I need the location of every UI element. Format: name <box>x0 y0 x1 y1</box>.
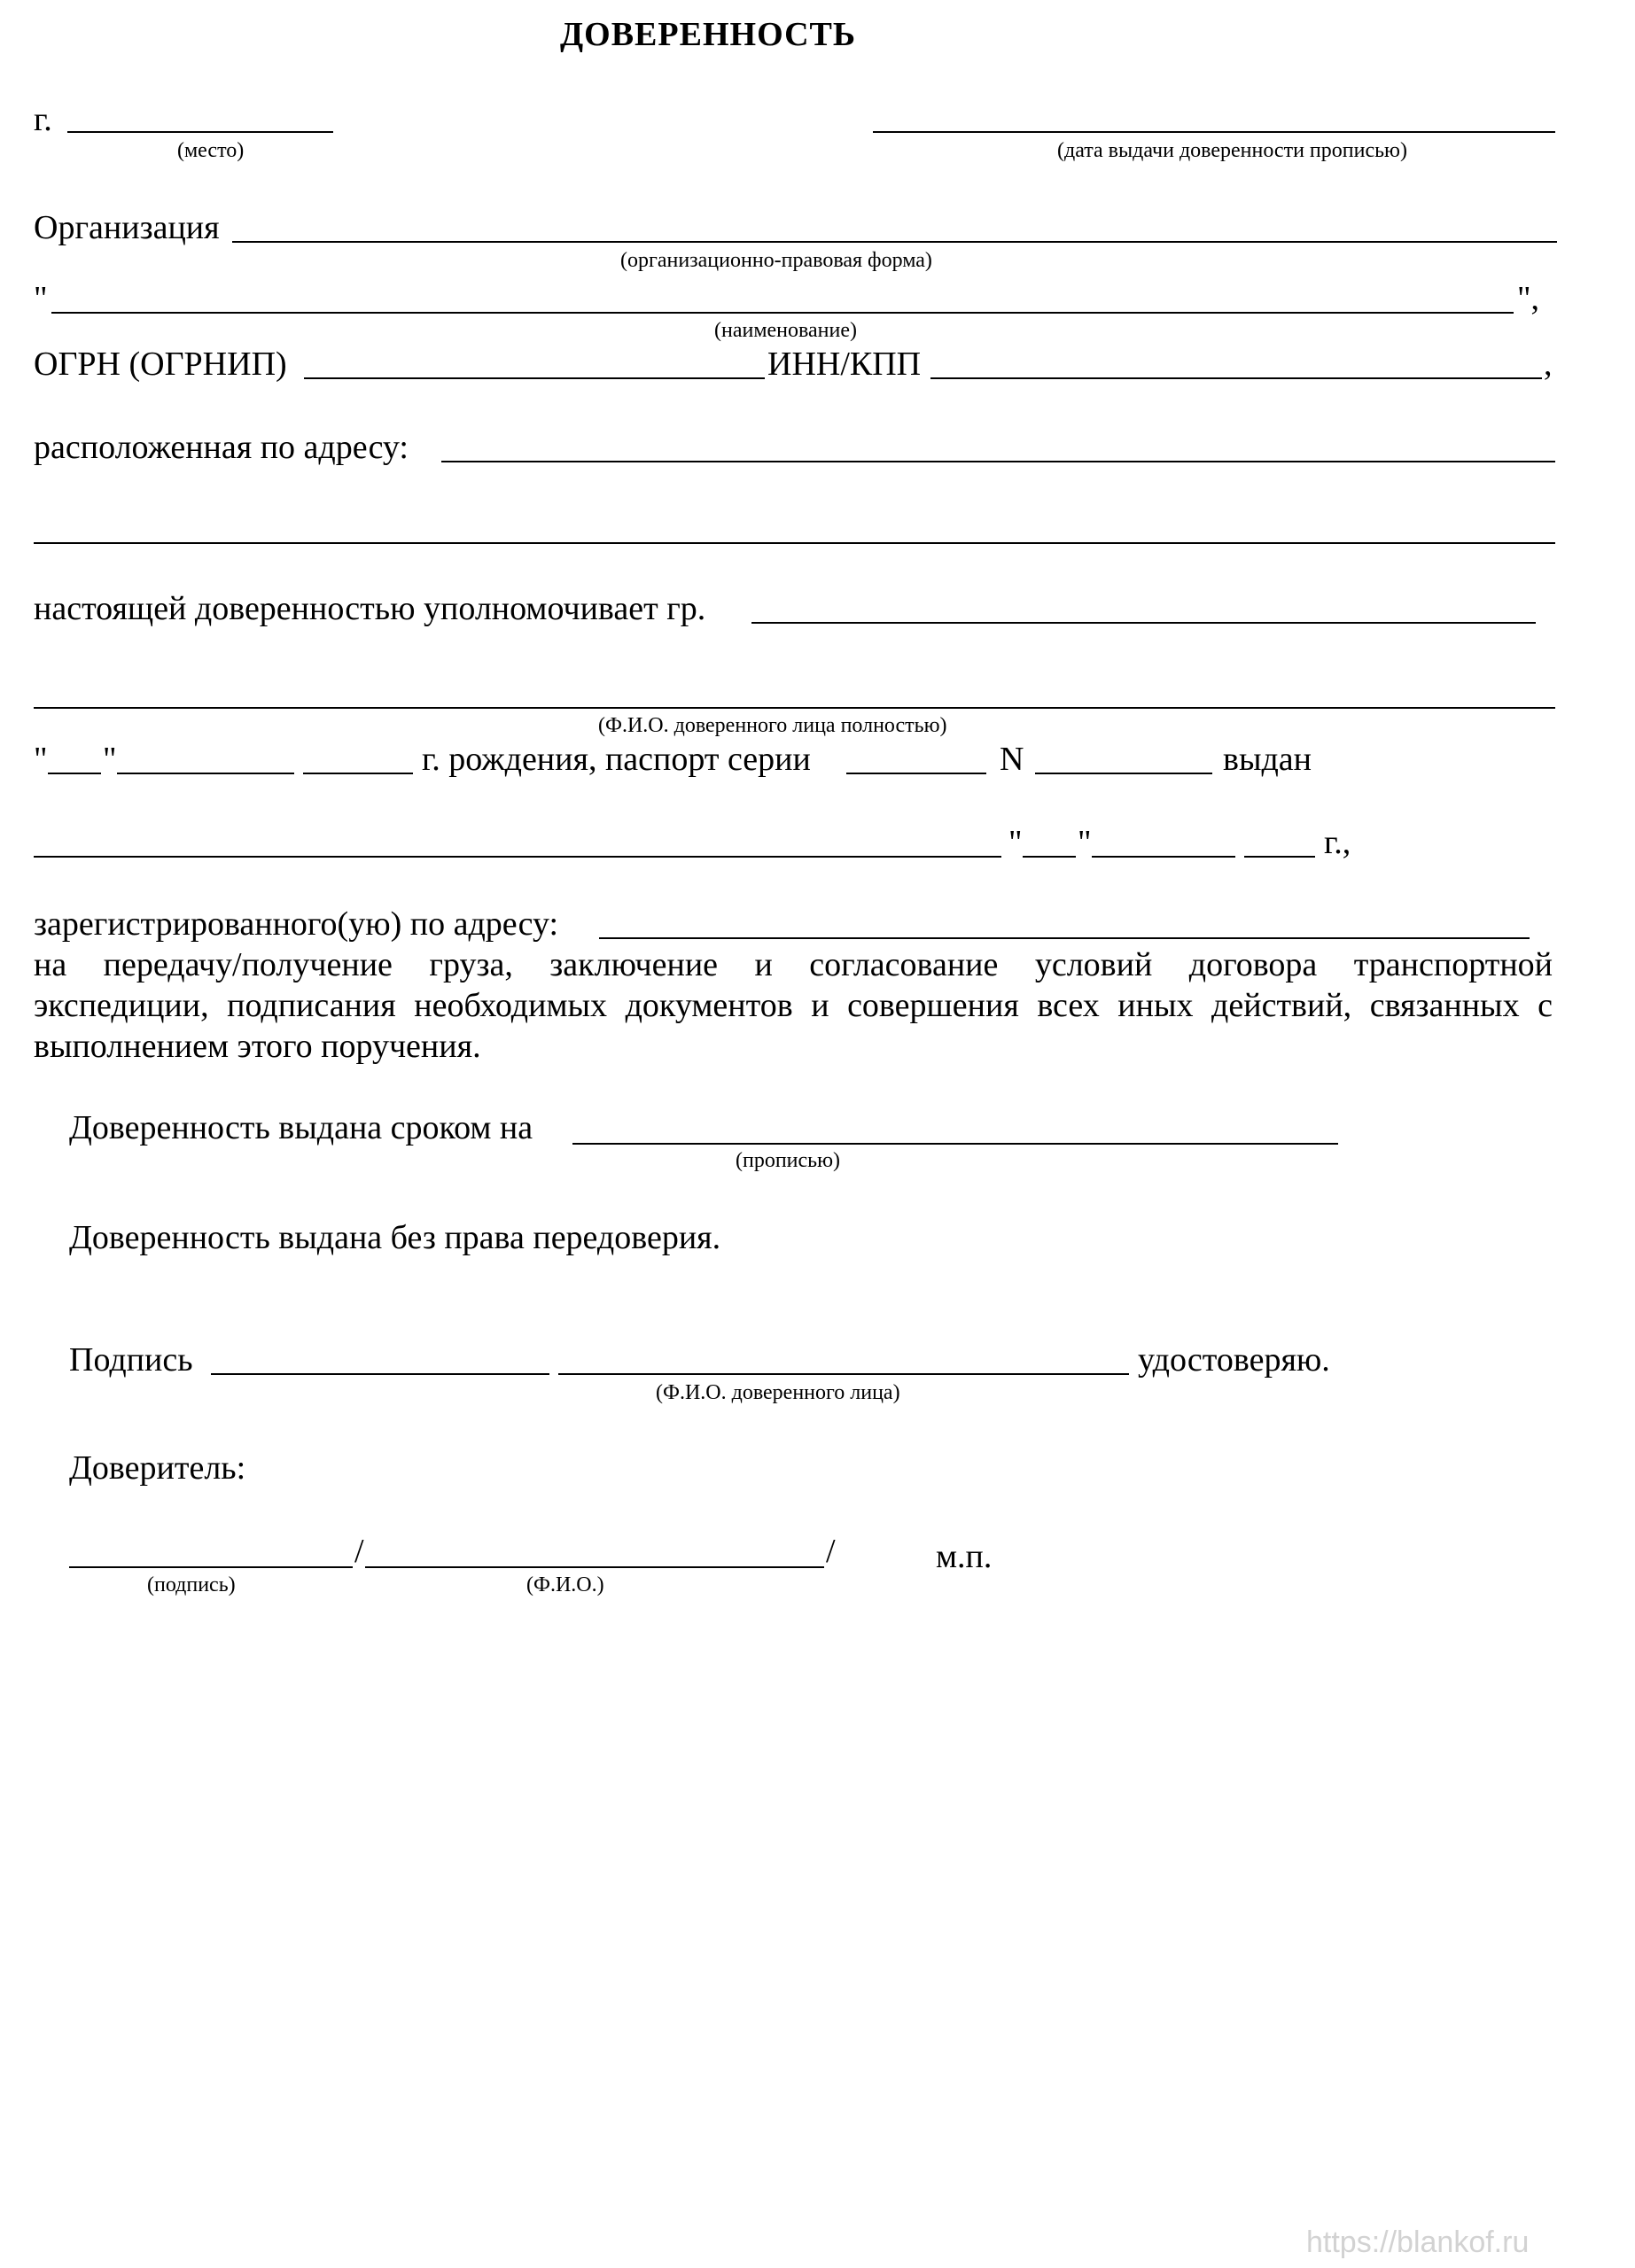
principal-slash-1: / <box>354 1533 364 1570</box>
powers-line-3: выполнением этого поручения. <box>34 1028 481 1065</box>
organization-label: Организация <box>34 209 220 246</box>
organization-address-field-2[interactable] <box>34 542 1555 544</box>
principal-slash-2: / <box>826 1533 836 1570</box>
issued-label: выдан <box>1223 741 1312 778</box>
certify-label: удостоверяю. <box>1138 1341 1330 1379</box>
document-title: ДОВЕРЕННОСТЬ <box>560 16 856 53</box>
issue-date-field[interactable] <box>873 131 1555 133</box>
principal-signature-caption: (подпись) <box>147 1573 236 1596</box>
ogrn-label: ОГРН (ОГРНИП) <box>34 346 287 383</box>
registered-label: зарегистрированного(ую) по адресу: <box>34 905 559 943</box>
watermark-url: https://blankof.ru <box>1306 2225 1530 2259</box>
term-caption: (прописью) <box>736 1149 841 1172</box>
attorney-fio-caption: (Ф.И.О. доверенного лица полностью) <box>598 714 947 737</box>
attorney-fullname-field[interactable] <box>34 707 1555 709</box>
term-field[interactable] <box>572 1143 1338 1145</box>
birth-day-field[interactable] <box>48 773 101 774</box>
passport-series-field[interactable] <box>846 773 986 774</box>
city-caption: (место) <box>177 139 245 162</box>
legal-form-field[interactable] <box>232 241 1557 243</box>
signature-label: Подпись <box>69 1341 193 1379</box>
no-redelegation-text: Доверенность выдана без права передоверия. <box>69 1219 721 1256</box>
registered-address-field[interactable] <box>599 937 1530 939</box>
powers-line-2: экспедиции, подписания необходимых документов и совершения всех иных действий, связанных с <box>34 987 1553 1024</box>
principal-label: Доверитель: <box>69 1449 246 1487</box>
birth-quote-close: " <box>103 741 117 778</box>
signature-fio-caption: (Ф.И.О. доверенного лица) <box>656 1381 900 1404</box>
issue-year-field[interactable] <box>1244 856 1315 858</box>
passport-number-label: N <box>1000 741 1024 778</box>
term-label: Доверенность выдана сроком на <box>69 1109 533 1146</box>
legal-form-caption: (организационно-правовая форма) <box>620 249 932 272</box>
quote-close: ", <box>1517 280 1540 317</box>
birth-year-field[interactable] <box>303 773 413 774</box>
birth-quote-open: " <box>34 741 48 778</box>
passport-issuer-field[interactable] <box>34 856 1001 858</box>
issue-month-field[interactable] <box>1092 856 1235 858</box>
attorney-fio-field[interactable] <box>558 1373 1129 1375</box>
organization-address-field[interactable] <box>441 461 1555 462</box>
issue-date-caption: (дата выдачи доверенности прописью) <box>1057 139 1407 162</box>
attorney-signature-field[interactable] <box>211 1373 549 1375</box>
address-label: расположенная по адресу: <box>34 429 409 466</box>
organization-name-caption: (наименование) <box>714 319 858 342</box>
birth-passport-label: г. рождения, паспорт серии <box>422 741 811 778</box>
issue-quote-close: " <box>1078 824 1092 861</box>
passport-number-field[interactable] <box>1035 773 1212 774</box>
birth-month-field[interactable] <box>117 773 294 774</box>
ogrn-field[interactable] <box>304 377 765 379</box>
inn-kpp-label: ИНН/КПП <box>767 346 922 383</box>
inn-kpp-field[interactable] <box>930 377 1542 379</box>
city-prefix: г. <box>34 101 52 138</box>
quote-open: " <box>34 280 48 317</box>
authorizes-label: настоящей доверенностью уполномочивает гр. <box>34 590 706 627</box>
principal-signature-field[interactable] <box>69 1566 353 1568</box>
organization-name-field[interactable] <box>51 312 1514 314</box>
stamp-place-label: м.п. <box>936 1538 993 1575</box>
city-field[interactable] <box>67 131 333 133</box>
issue-year-suffix: г., <box>1324 824 1351 861</box>
ogrn-line-comma: , <box>1544 346 1553 383</box>
issue-quote-open: " <box>1008 824 1023 861</box>
principal-fio-field[interactable] <box>365 1566 824 1568</box>
attorney-name-field[interactable] <box>751 622 1536 624</box>
principal-fio-caption: (Ф.И.О.) <box>526 1573 604 1596</box>
powers-line-1: на передачу/получение груза, заключение и согласование условий договора транспортной <box>34 946 1553 983</box>
issue-day-field[interactable] <box>1023 856 1076 858</box>
powers-paragraph <box>34 948 1553 1070</box>
